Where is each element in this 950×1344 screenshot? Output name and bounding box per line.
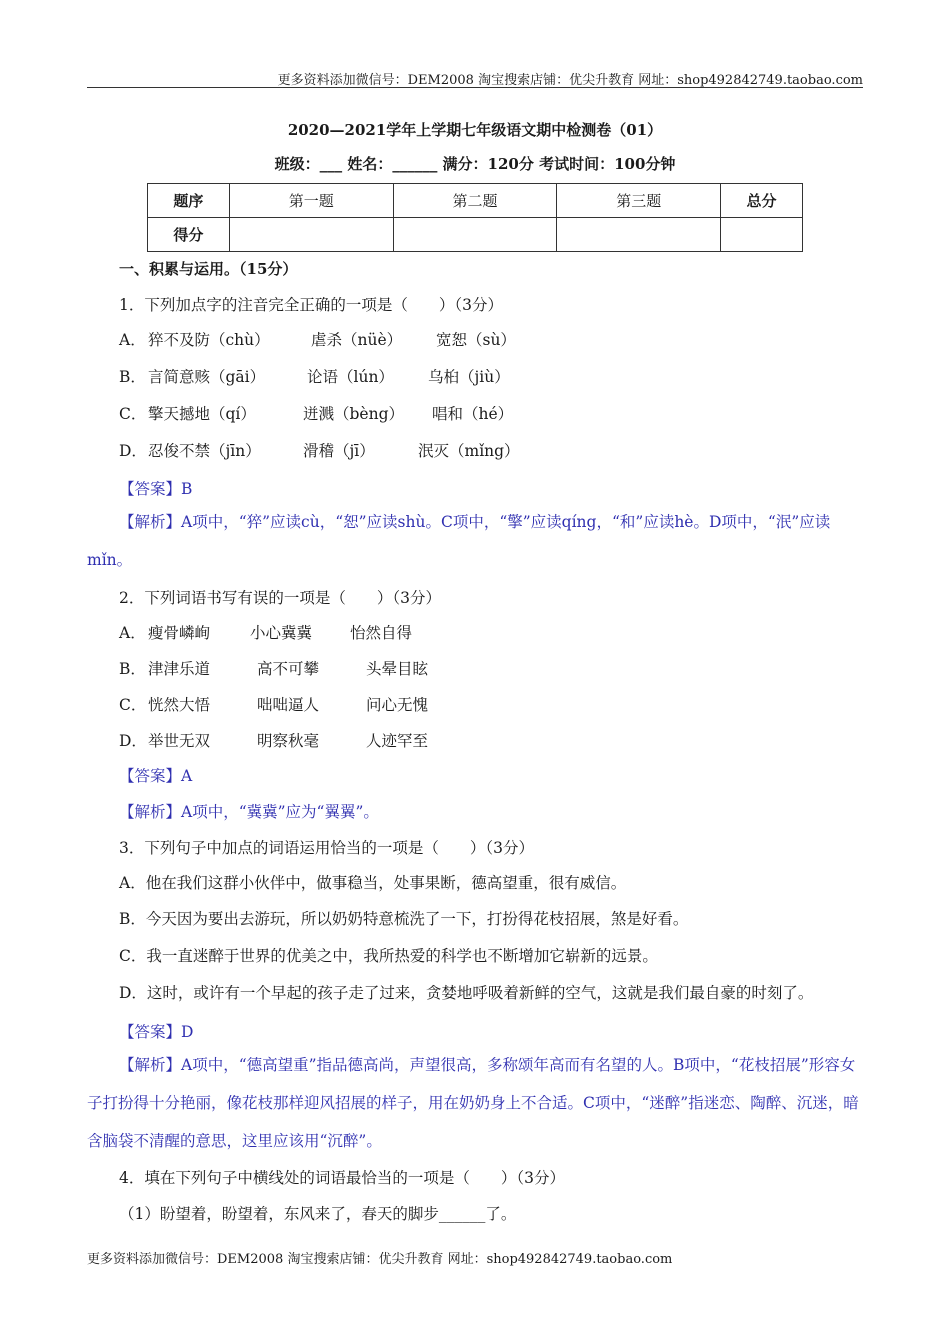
- explanation: 【解析】A项中，“德高望重”指品德高尚，声望很高，多称颂年高而有名望的人。B项中，“花枝招展”形容女子打扮得十分艳丽，像花枝那样迎风招展的样子，用在奶奶身上不合适。C项中，“迷醉”指迷恋、陶醉、沉迷，暗含脑袋不清醒的意思，这里应该用“沉醉”。: [87, 1056, 859, 1150]
- table-header-cell: 第二题: [393, 184, 557, 218]
- option-term: 擎天撼地（qí）: [148, 405, 256, 423]
- option-letter: B．: [119, 368, 146, 386]
- option-term: 泯灭（mǐng）: [418, 442, 520, 460]
- option-sentence: B．今天因为要出去游玩，所以奶奶特意梳洗了一下，打扮得花枝招展，煞是好看。: [119, 910, 689, 928]
- table-header-cell: 总分: [721, 184, 803, 218]
- option-term: 言简意赅（gāi）: [148, 368, 266, 386]
- option-term: 明察秋毫: [257, 732, 320, 750]
- explanation: 【解析】A项中，“冀冀”应为“翼翼”。: [119, 803, 379, 821]
- score-label-cell: 得分: [148, 218, 230, 252]
- option-letter: C．: [119, 405, 147, 423]
- option-term: 乌桕（jiù）: [428, 368, 510, 386]
- option-term: 举世无双: [148, 732, 211, 750]
- option-term: 宽恕（sù）: [436, 331, 516, 349]
- option-term: 瘦骨嶙峋: [148, 624, 211, 642]
- table-row: [148, 184, 803, 218]
- fill-sentence: （1）盼望着，盼望着，东风来了，春天的脚步______了。: [119, 1205, 517, 1223]
- option-term: 问心无愧: [366, 696, 429, 714]
- option-term: 猝不及防（chù）: [148, 331, 270, 349]
- option-term: 迸溅（bèng）: [303, 405, 405, 423]
- option-letter: A．: [119, 624, 146, 642]
- option-letter: D．: [119, 442, 147, 460]
- option-term: 高不可攀: [257, 660, 320, 678]
- option-term: 小心冀冀: [250, 624, 313, 642]
- option-term: 恍然大悟: [148, 696, 211, 714]
- page-header: 更多资料添加微信号：DEM2008 淘宝搜索店铺：优尖升教育 网址：shop492842749.taobao.com: [277, 73, 863, 88]
- exam-info: 班级：___ 姓名：______ 满分：120分 考试时间：100分钟: [274, 155, 676, 173]
- option-letter: B．: [119, 660, 146, 678]
- option-term: 人迹罕至: [366, 732, 429, 750]
- option-term: 津津乐道: [148, 660, 211, 678]
- option-sentence: A．他在我们这群小伙伴中，做事稳当，处事果断，德高望重，很有威信。: [119, 874, 627, 892]
- option-term: 虐杀（nüè）: [311, 331, 403, 349]
- question-stem: 1．下列加点字的注音完全正确的一项是（ ）（3分）: [119, 296, 503, 314]
- answer-line: 【答案】B: [119, 480, 193, 498]
- option-sentence: D．这时，或许有一个早起的孩子走了过来，贪婪地呼吸着新鲜的空气，这就是我们最自豪的时刻了。: [119, 984, 814, 1002]
- section-heading: 一、积累与运用。（15分）: [119, 260, 298, 278]
- score-cell: [393, 218, 557, 252]
- option-term: 滑稽（jī）: [303, 442, 375, 460]
- question-stem: 4．填在下列句子中横线处的词语最恰当的一项是（ ）（3分）: [119, 1169, 565, 1187]
- page-footer: 更多资料添加微信号：DEM2008 淘宝搜索店铺：优尖升教育 网址：shop492842749.taobao.com: [87, 1252, 673, 1267]
- option-term: 论语（lún）: [307, 368, 394, 386]
- exam-title: 2020—2021学年上学期七年级语文期中检测卷（01）: [287, 121, 663, 139]
- table-header-cell: 第三题: [557, 184, 721, 218]
- option-term: 唱和（hé）: [432, 405, 514, 423]
- score-cell: [721, 218, 803, 252]
- answer-line: 【答案】D: [119, 1023, 194, 1041]
- option-term: 咄咄逼人: [257, 696, 320, 714]
- header-divider: [87, 87, 863, 88]
- table-row: [148, 218, 803, 252]
- table-header-cell: 题序: [148, 184, 230, 218]
- option-sentence: C．我一直迷醉于世界的优美之中，我所热爱的科学也不断增加它崭新的远景。: [119, 947, 658, 965]
- option-letter: D．: [119, 732, 147, 750]
- option-letter: C．: [119, 696, 147, 714]
- question-stem: 3．下列句子中加点的词语运用恰当的一项是（ ）（3分）: [119, 839, 534, 857]
- score-cell: [557, 218, 721, 252]
- score-table: [147, 183, 803, 252]
- option-term: 忍俊不禁（jīn）: [148, 442, 261, 460]
- table-header-cell: 第一题: [229, 184, 393, 218]
- explanation: 【解析】A项中，“猝”应读cù，“恕”应读shù。C项中，“擎”应读qíng，“和”应读hè。D项中，“泯”应读mǐn。: [87, 513, 831, 569]
- question-stem: 2．下列词语书写有误的一项是（ ）（3分）: [119, 589, 441, 607]
- option-term: 怡然自得: [350, 624, 413, 642]
- option-term: 头晕目眩: [366, 660, 429, 678]
- option-letter: A．: [119, 331, 146, 349]
- answer-line: 【答案】A: [119, 767, 193, 785]
- score-cell: [229, 218, 393, 252]
